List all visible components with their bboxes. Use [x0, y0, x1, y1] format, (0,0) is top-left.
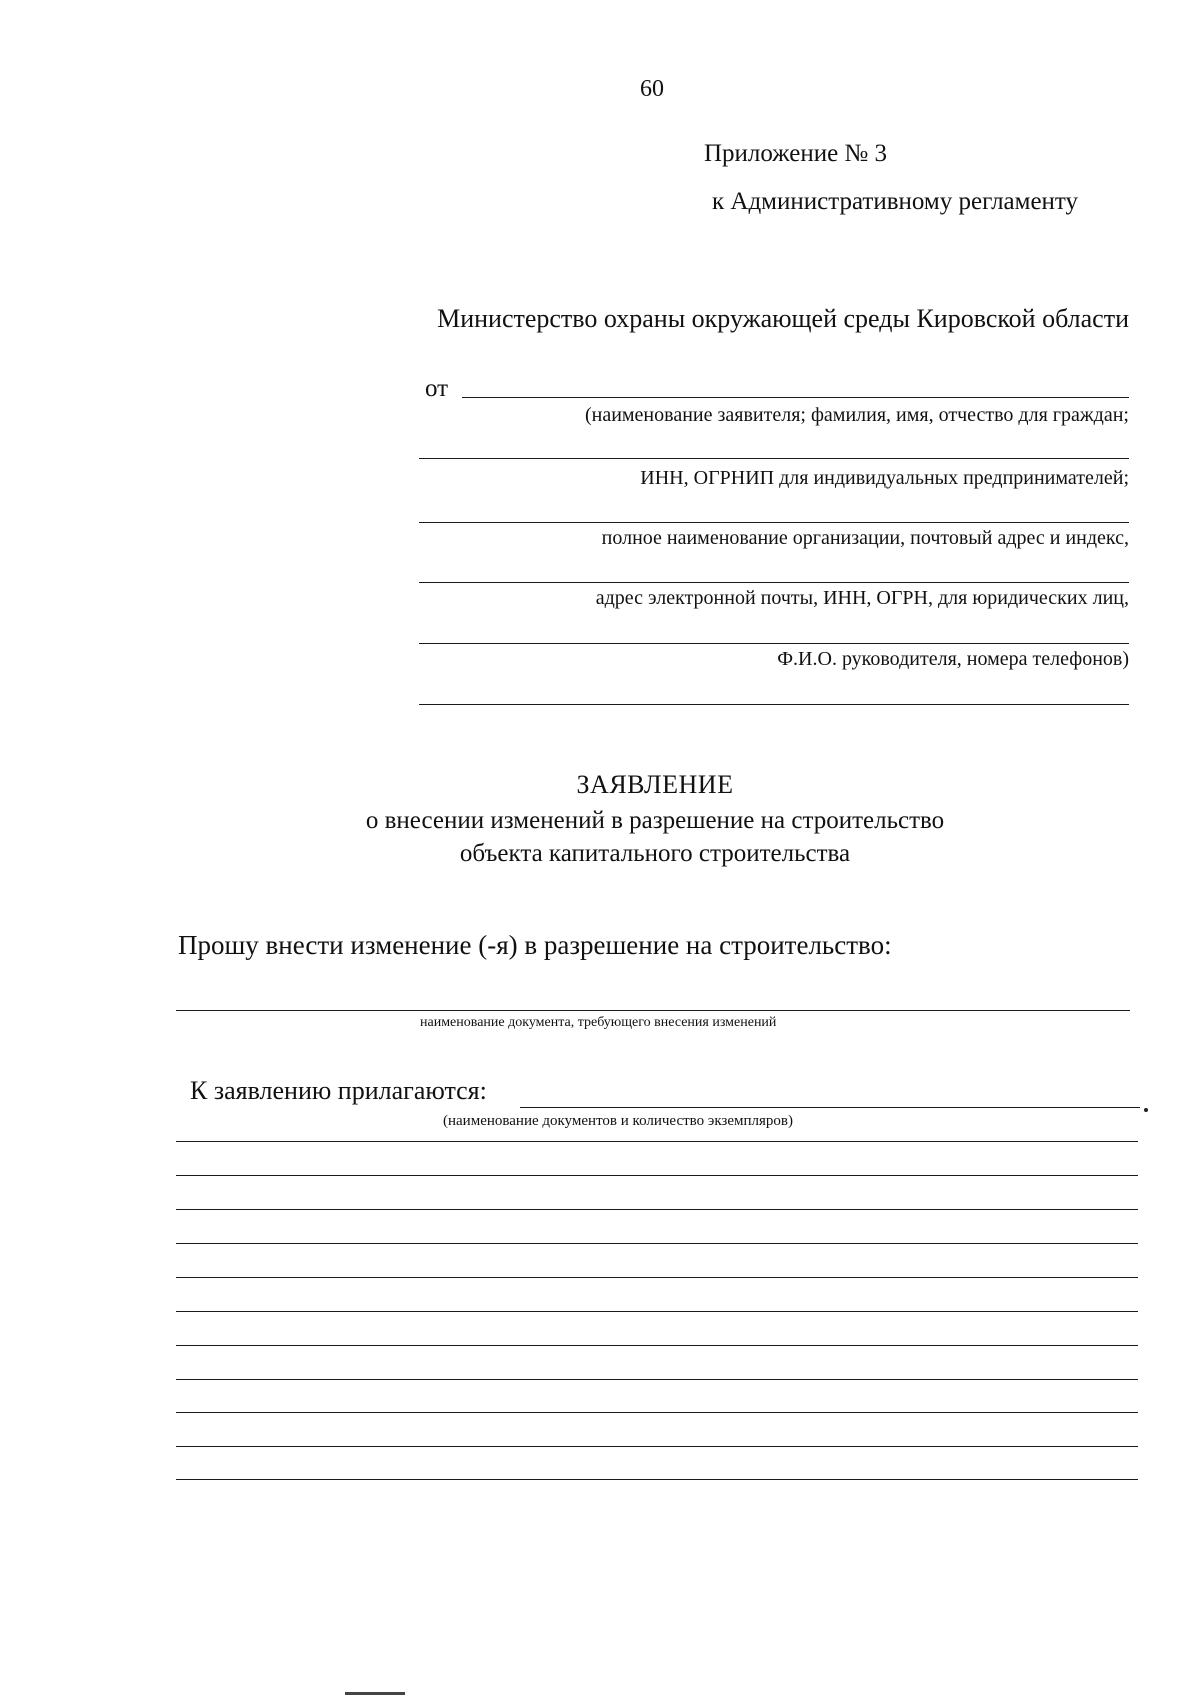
appendix-title: Приложение № 3 — [704, 140, 888, 167]
request-text: Прошу внести изменение (-я) в разрешение на строительство: — [178, 930, 892, 960]
attachment-line-3[interactable] — [176, 1209, 1138, 1210]
applicant-field-5[interactable] — [419, 643, 1129, 644]
attachment-line-9[interactable] — [176, 1412, 1138, 1413]
from-label: от — [425, 375, 449, 402]
attachment-line-6[interactable] — [176, 1311, 1138, 1312]
scan-artifact — [345, 1692, 405, 1695]
attachments-label: К заявлению прилагаются: — [190, 1076, 487, 1105]
attachment-line-11[interactable] — [176, 1479, 1138, 1480]
appendix-subtitle: к Административному регламенту — [712, 188, 1079, 215]
attachment-line-10[interactable] — [176, 1446, 1138, 1447]
document-title: ЗАЯВЛЕНИЕ — [576, 770, 734, 799]
ministry-name: Министерство охраны окружающей среды Кировской области — [437, 304, 1129, 333]
attachment-line-4[interactable] — [176, 1243, 1138, 1244]
attachments-field[interactable] — [520, 1107, 1140, 1108]
applicant-field-3[interactable] — [419, 522, 1129, 523]
applicant-field-6[interactable] — [419, 704, 1129, 705]
attachments-hint: (наименование документов и количество экземпляров) — [443, 1113, 793, 1129]
attachment-line-8[interactable] — [176, 1379, 1138, 1380]
applicant-field-2[interactable] — [419, 458, 1129, 459]
applicant-name-field[interactable] — [462, 397, 1129, 398]
applicant-hint-2: ИНН, ОГРНИП для индивидуальных предпринимателей; — [640, 467, 1129, 489]
attachment-line-7[interactable] — [176, 1345, 1138, 1346]
attachment-line-1[interactable] — [176, 1141, 1138, 1142]
page-number: 60 — [640, 76, 664, 102]
attachment-line-5[interactable] — [176, 1277, 1138, 1278]
applicant-hint-5: Ф.И.О. руководителя, номера телефонов) — [777, 648, 1129, 670]
applicant-hint-4: адрес электронной почты, ИНН, ОГРН, для юридических лиц, — [595, 587, 1129, 609]
applicant-hint-1: (наименование заявителя; фамилия, имя, отчество для граждан; — [584, 404, 1129, 426]
attachment-line-2[interactable] — [176, 1175, 1138, 1176]
document-name-hint: наименование документа, требующего внесения изменений — [420, 1015, 777, 1030]
applicant-field-4[interactable] — [419, 582, 1129, 583]
document-name-field[interactable] — [176, 1010, 1130, 1011]
document-subtitle-line-2: объекта капитального строительства — [459, 840, 851, 867]
stray-dot — [1144, 1108, 1148, 1112]
document-subtitle-line-1: о внесении изменений в разрешение на строительство — [365, 807, 945, 834]
applicant-hint-3: полное наименование организации, почтовый адрес и индекс, — [601, 527, 1129, 549]
